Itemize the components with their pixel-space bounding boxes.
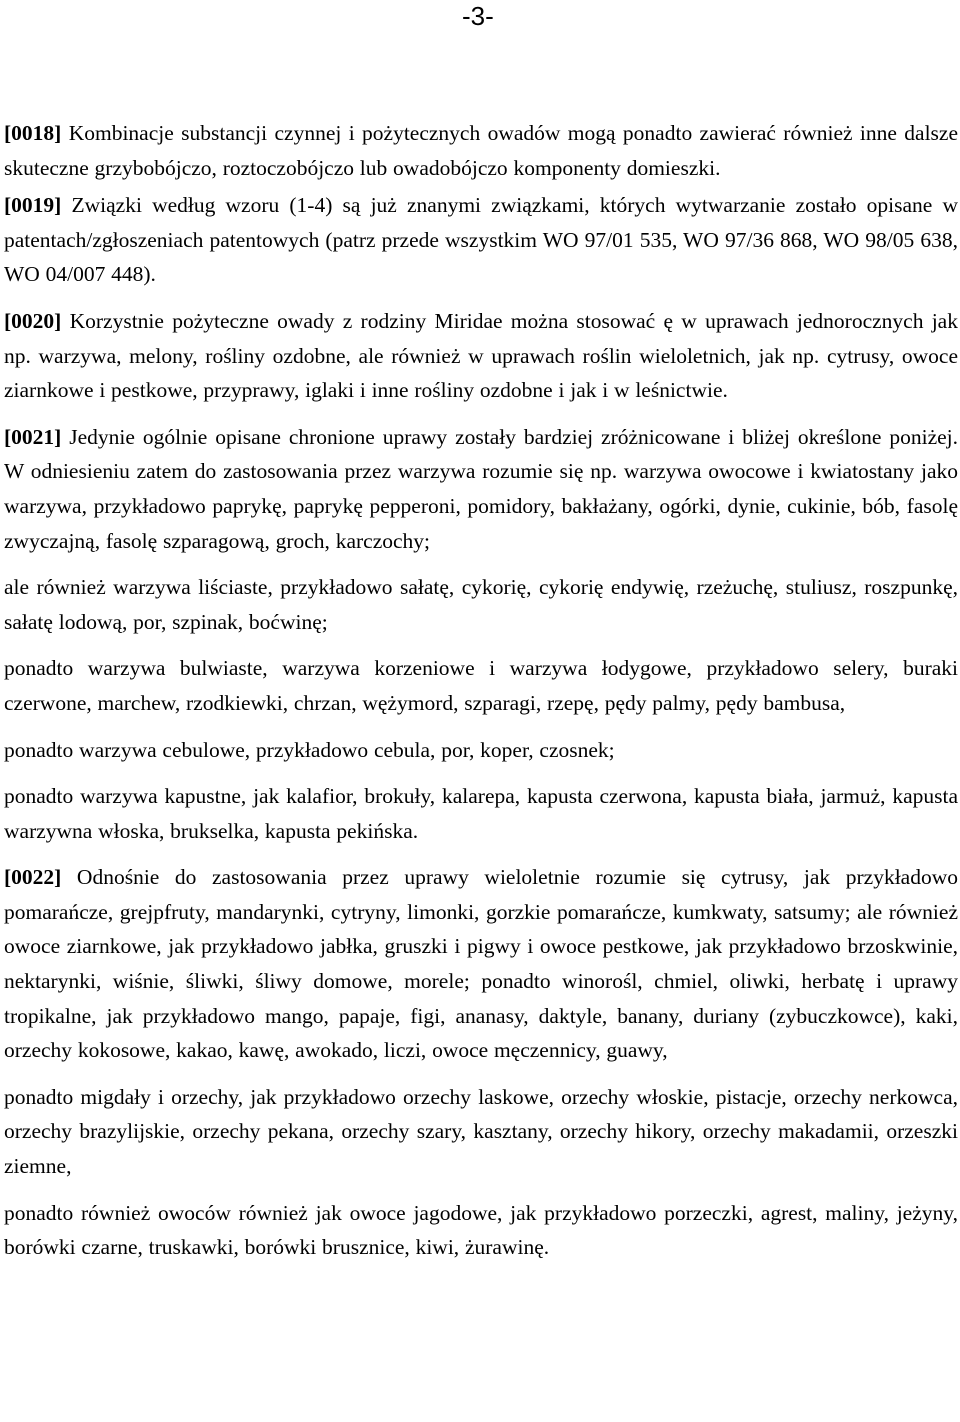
paragraph-0018 [4, 116, 958, 185]
paragraph-number: [0022] [4, 865, 62, 890]
paragraph-text: ponadto również owoców również jak owoce jagodowe, jak przykładowo porzeczki, agrest, maliny, jeżyny, borówki czarne, truskawki, borówki brusznice, kiwi, żurawinę. [4, 1200, 958, 1260]
paragraph-text: ponadto warzywa cebulowe, przykładowo cebula, por, koper, czosnek; [4, 737, 615, 762]
paragraph-text: Związki według wzoru (1-4) są już znanymi związkami, których wytwarzanie zostało opisane w patentach/zgłoszeniach patentowych (patrz przede wszystkim WO 97/01 535, WO 97/36 868, WO 98/05 638, WO 04/007 448). [4, 193, 958, 287]
paragraph-root-vegetables [4, 651, 958, 720]
paragraph-brassica-vegetables [4, 779, 958, 848]
paragraph-0020 [4, 304, 958, 408]
page-number: -3- [462, 1, 494, 31]
paragraph-text: ponadto warzywa kapustne, jak kalafior, brokuły, kalarepa, kapusta czerwona, kapusta biała, jarmuż, kapusta warzywna włoska, brukselka, kapusta pekińska. [4, 784, 958, 843]
paragraph-0022 [4, 860, 958, 1068]
paragraph-0019 [4, 188, 958, 292]
paragraph-text: ale również warzywa liściaste, przykładowo sałatę, cykorię, cykorię endywię, rzeżuchę, stuliusz, roszpunkę, sałatę lodową, por, szpinak, boćwinę; [4, 575, 958, 634]
paragraph-leafy-vegetables [4, 570, 958, 639]
paragraph-text: Kombinacje substancji czynnej i pożytecznych owadów mogą ponadto zawierać również inne dalsze skuteczne grzybobójczo, roztoczobójczo lub owadobójczo komponenty domieszki. [4, 121, 958, 180]
paragraph-number: [0020] [4, 308, 62, 333]
paragraph-text: Jedynie ogólnie opisane chronione uprawy zostały bardziej zróżnicowane i bliżej określone poniżej. W odniesieniu zatem do zastosowania przez warzywa rozumie się np. warzywa owocowe i kwiatostany jako warzywa, przykładowo paprykę, paprykę pepperoni, pomidory, bakłażany, ogórki, dynie, cukinie, bób, fasolę zwyczajną, fasolę szparagową, groch, karczochy; [4, 424, 959, 553]
paragraph-text: Odnośnie do zastosowania przez uprawy wieloletnie rozumie się cytrusy, jak przykładowo pomarańcze, grejpfruty, mandarynki, cytryny, limonki, gorzkie pomarańcze, kumkwaty, satsumy; ale również owoce ziarnkowe, jak przykładowo jabłka, gruszki i pigwy i owoce pestkowe, jak przykładowo brzoskwinie, nektarynki, wiśnie, śliwki, śliwy domowe, morele; ponadto winorośl, chmiel, oliwki, herbatę i uprawy tropikalne, jak przykładowo mango, papaje, figi, ananasy, daktyle, banany, duriany (zybuczkowce), kaki, orzechy kokosowe, kakao, kawę, awokado, liczi, owoce męczennicy, guawy, [4, 865, 958, 1063]
paragraph-number: [0021] [4, 424, 62, 449]
paragraph-nuts [4, 1080, 958, 1184]
paragraph-number: [0018] [4, 121, 62, 145]
paragraph-number: [0019] [4, 193, 62, 218]
document-body [4, 116, 958, 1265]
paragraph-text: ponadto warzywa bulwiaste, warzywa korzeniowe i warzywa łodygowe, przykładowo selery, buraki czerwone, marchew, rzodkiewki, chrzan, wężymord, szparagi, rzepę, pędy palmy, pędy bambusa, [4, 656, 958, 715]
paragraph-text: Korzystnie pożyteczne owady z rodziny Miridae można stosować ę w uprawach jednorocznych jak np. warzywa, melony, rośliny ozdobne, ale również w uprawach roślin wieloletnich, jak np. cytrusy, owoce ziarnkowe i pestkowe, przyprawy, iglaki i inne rośliny ozdobne i jak i w leśnictwie. [4, 308, 958, 403]
paragraph-bulb-vegetables [4, 733, 958, 768]
paragraph-berries [4, 1196, 958, 1265]
paragraph-text: ponadto migdały i orzechy, jak przykładowo orzechy laskowe, orzechy włoskie, pistacje, orzechy nerkowca, orzechy brazylijskie, orzechy pekana, orzechy szary, kasztany, orzechy hikory, orzechy makadamii, orzeszki ziemne, [4, 1084, 958, 1179]
paragraph-0021 [4, 420, 958, 558]
